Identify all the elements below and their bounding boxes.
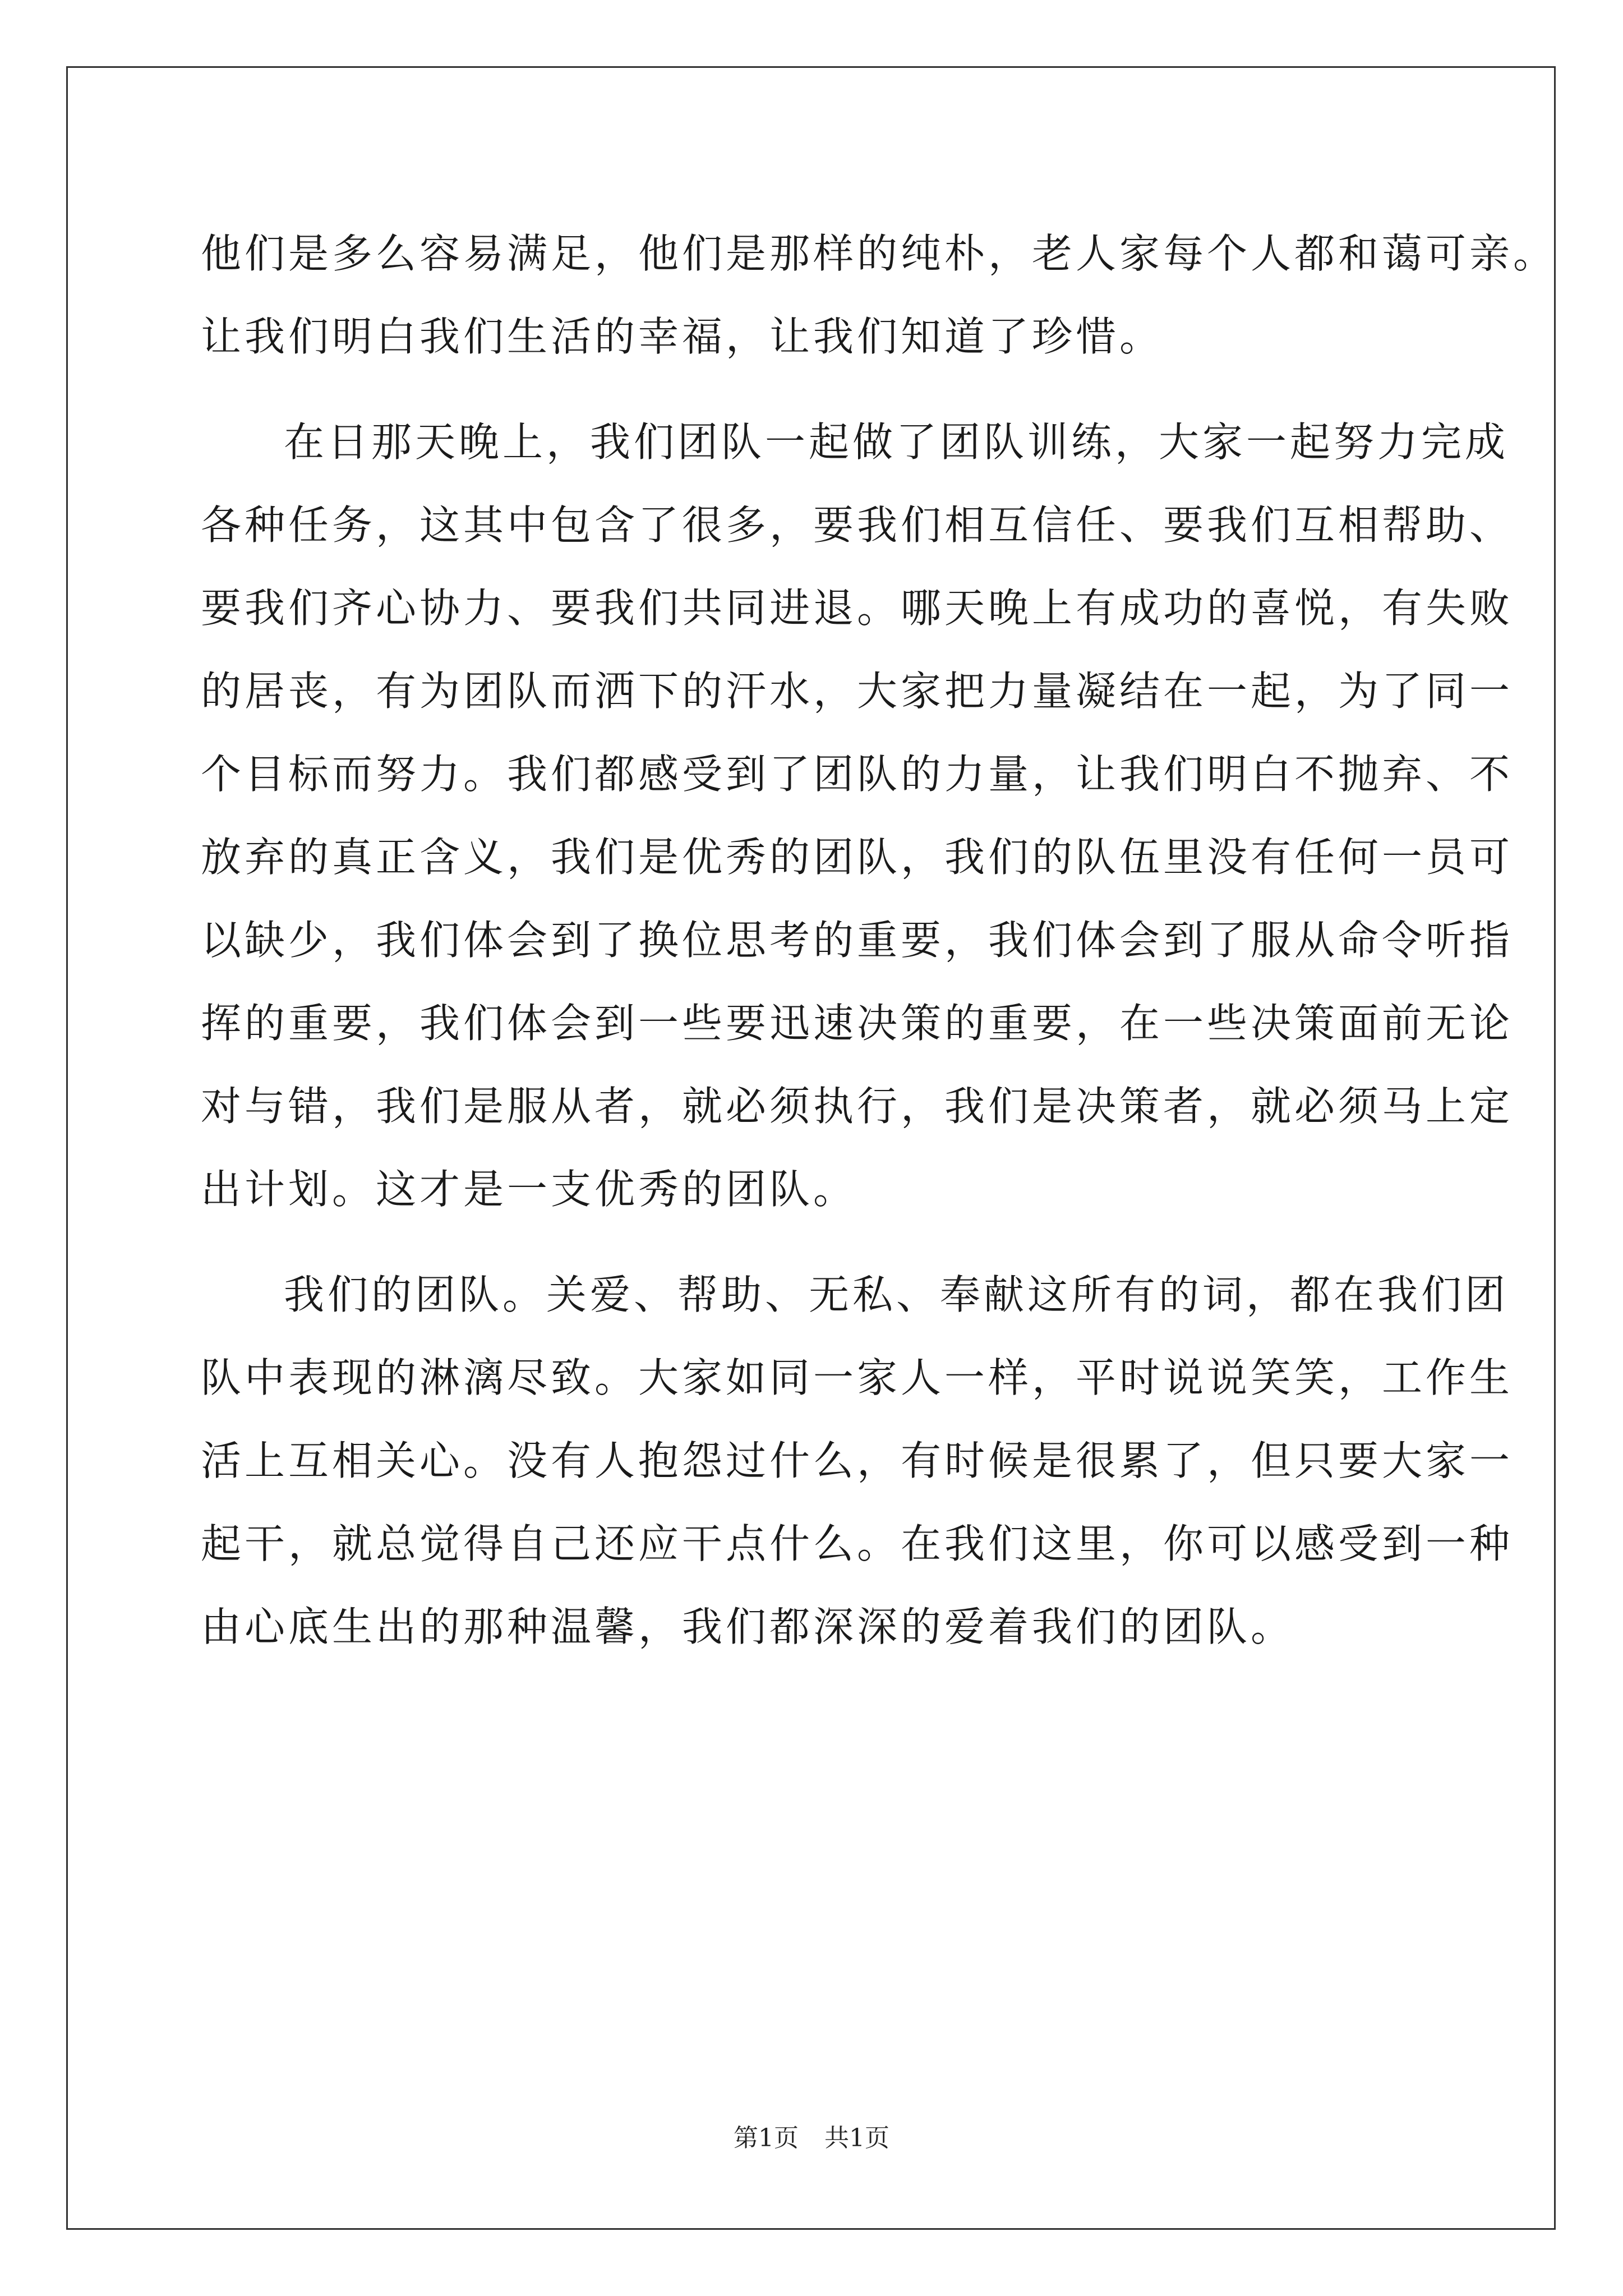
text-line: 对与错，我们是服从者，就必须执行，我们是决策者，就必须马上定	[201, 1083, 1514, 1130]
text-line: 挥的重要，我们体会到一些要迅速决策的重要，在一些决策面前无论	[201, 1000, 1514, 1047]
text-line: 活上互相关心。没有人抱怨过什么，有时候是很累了，但只要大家一	[201, 1437, 1514, 1484]
text-line: 要我们齐心协力、要我们共同进退。哪天晚上有成功的喜悦，有失败	[201, 585, 1514, 632]
text-line: 各种任务，这其中包含了很多，要我们相互信任、要我们互相帮助、	[201, 501, 1514, 549]
text-line: 个目标而努力。我们都感受到了团队的力量，让我们明白不抛弃、不	[201, 751, 1514, 798]
text-line: 放弃的真正含义，我们是优秀的团队，我们的队伍里没有任何一员可	[201, 834, 1514, 881]
text-line: 由心底生出的那种温馨，我们都深深的爱着我们的团队。	[201, 1603, 1295, 1650]
text-line: 出计划。这才是一支优秀的团队。	[201, 1166, 857, 1213]
page-total: 共1页	[824, 2124, 889, 2152]
text-line: 他们是多么容易满足，他们是那样的纯朴，老人家每个人都和蔼可亲。	[201, 230, 1557, 277]
paragraph-3	[201, 1253, 1514, 1668]
text-line: 以缺少，我们体会到了换位思考的重要，我们体会到了服从命令听指	[201, 917, 1514, 964]
text-line: 我们的团队。关爱、帮助、无私、奉献这所有的词，都在我们团	[284, 1271, 1509, 1318]
text-line: 在日那天晚上，我们团队一起做了团队训练，大家一起努力完成	[284, 418, 1509, 466]
page-number: 第1页	[734, 2124, 799, 2152]
page-footer	[0, 2122, 1623, 2155]
text-line: 起干，就总觉得自己还应干点什么。在我们这里，你可以感受到一种	[201, 1520, 1514, 1567]
text-line: 的居丧，有为团队而洒下的汗水，大家把力量凝结在一起，为了同一	[201, 668, 1514, 715]
text-line: 让我们明白我们生活的幸福，让我们知道了珍惜。	[201, 313, 1164, 360]
text-line: 队中表现的淋漓尽致。大家如同一家人一样，平时说说笑笑，工作生	[201, 1354, 1514, 1401]
document-body	[201, 212, 1557, 1668]
paragraph-1	[201, 212, 1557, 378]
paragraph-2	[201, 401, 1514, 1231]
